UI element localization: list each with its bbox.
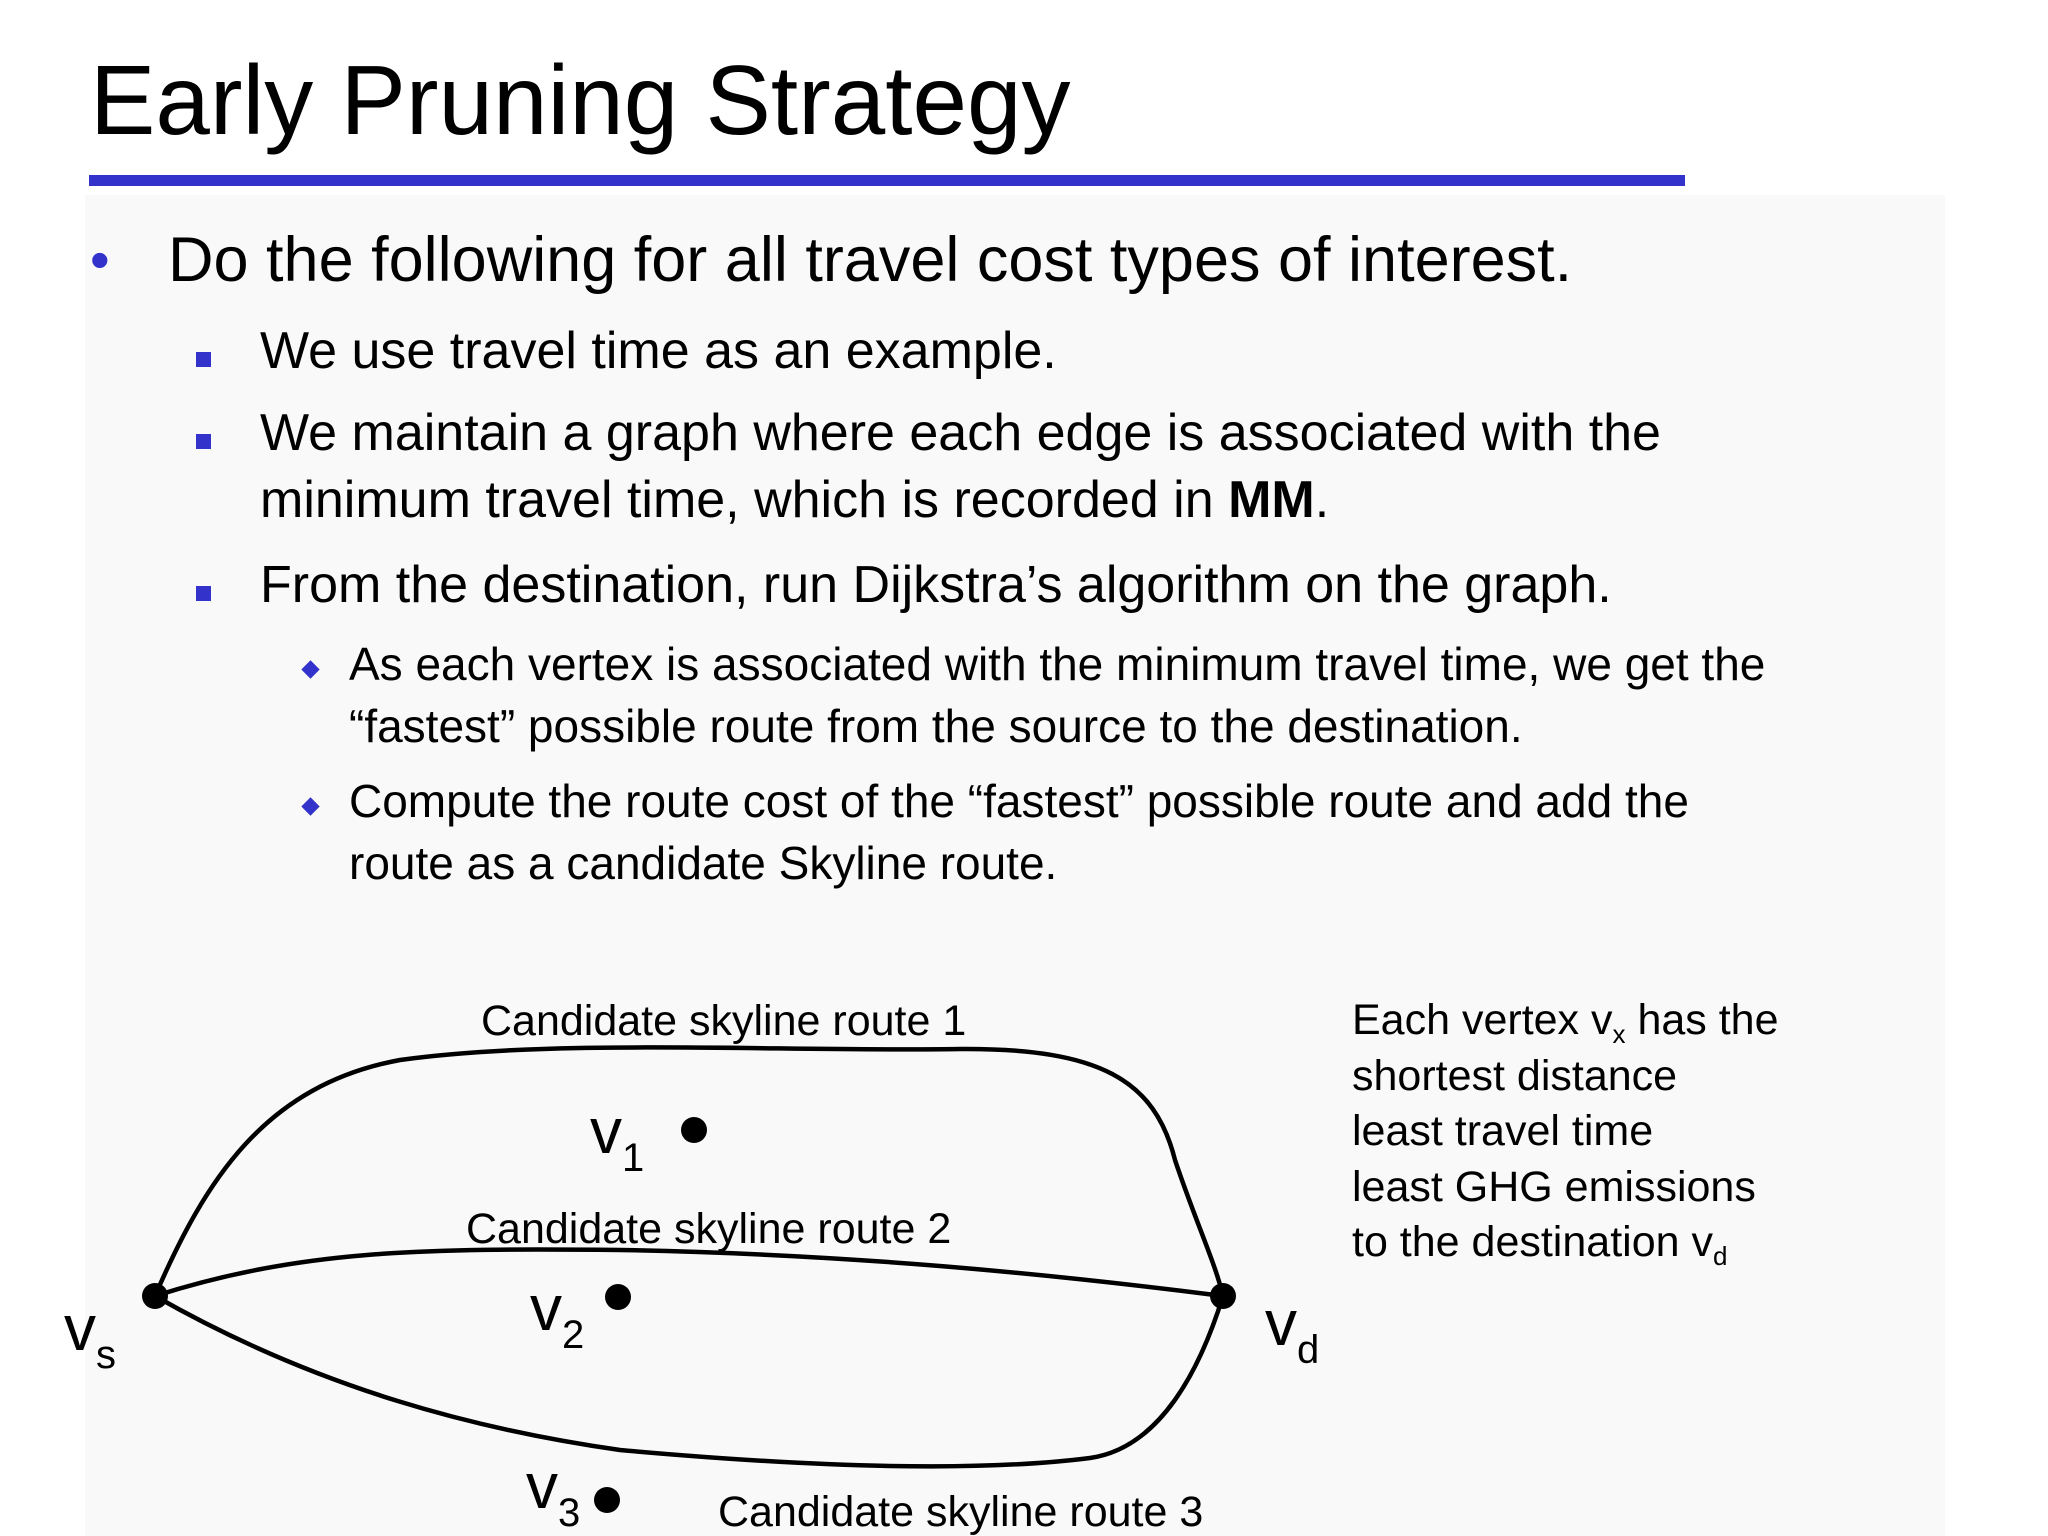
vertex-vd-dot bbox=[1210, 1283, 1236, 1309]
slide-title: Early Pruning Strategy bbox=[90, 45, 1071, 155]
round-bullet-icon: • bbox=[90, 228, 110, 291]
vertex-v3-label: $v_3$ bbox=[526, 1450, 581, 1535]
sub-bullet-text: We maintain a graph where each edge is associated with the minimum travel time, which is recorded in MM. bbox=[260, 404, 1661, 529]
route-1-label: Candidate skyline route 1 bbox=[481, 997, 967, 1045]
route-3-path bbox=[155, 1296, 1223, 1466]
vertex-v3-dot bbox=[594, 1487, 620, 1513]
sub-bullet-text: From the destination, run Dijkstra’s algorithm on the graph. bbox=[260, 556, 1612, 614]
sub-sub-bullet-text: As each vertex is associated with the minimum travel time, we get the “fastest” possible route from the source to the destination. bbox=[349, 638, 1766, 752]
bullet-text: Do the following for all travel cost types of interest. bbox=[168, 225, 1573, 295]
vertex-note: Each vertex $v_x$ has the shortest distance least travel time least GHG emissions to the destination $v_d$ bbox=[1352, 996, 1779, 1271]
vertex-vd-label: $v_d$ bbox=[1265, 1287, 1320, 1372]
vertex-vs-label: $v_s$ bbox=[64, 1292, 116, 1377]
vertex-v1-dot bbox=[681, 1117, 707, 1143]
sub-sub-bullet-text: Compute the route cost of the “fastest” possible route and add the route as a candidate Skyline route. bbox=[349, 775, 1689, 889]
route-2-path bbox=[155, 1250, 1223, 1296]
vertex-v1-label: $v_1$ bbox=[590, 1095, 645, 1180]
sub-bullet-text: We use travel time as an example. bbox=[260, 322, 1057, 380]
route-3-label: Candidate skyline route 3 bbox=[718, 1488, 1204, 1536]
vertex-v2-dot bbox=[605, 1284, 631, 1310]
vertex-vs-dot bbox=[142, 1283, 168, 1309]
vertex-v2-label: $v_2$ bbox=[530, 1272, 585, 1357]
route-2-label: Candidate skyline route 2 bbox=[466, 1205, 952, 1253]
